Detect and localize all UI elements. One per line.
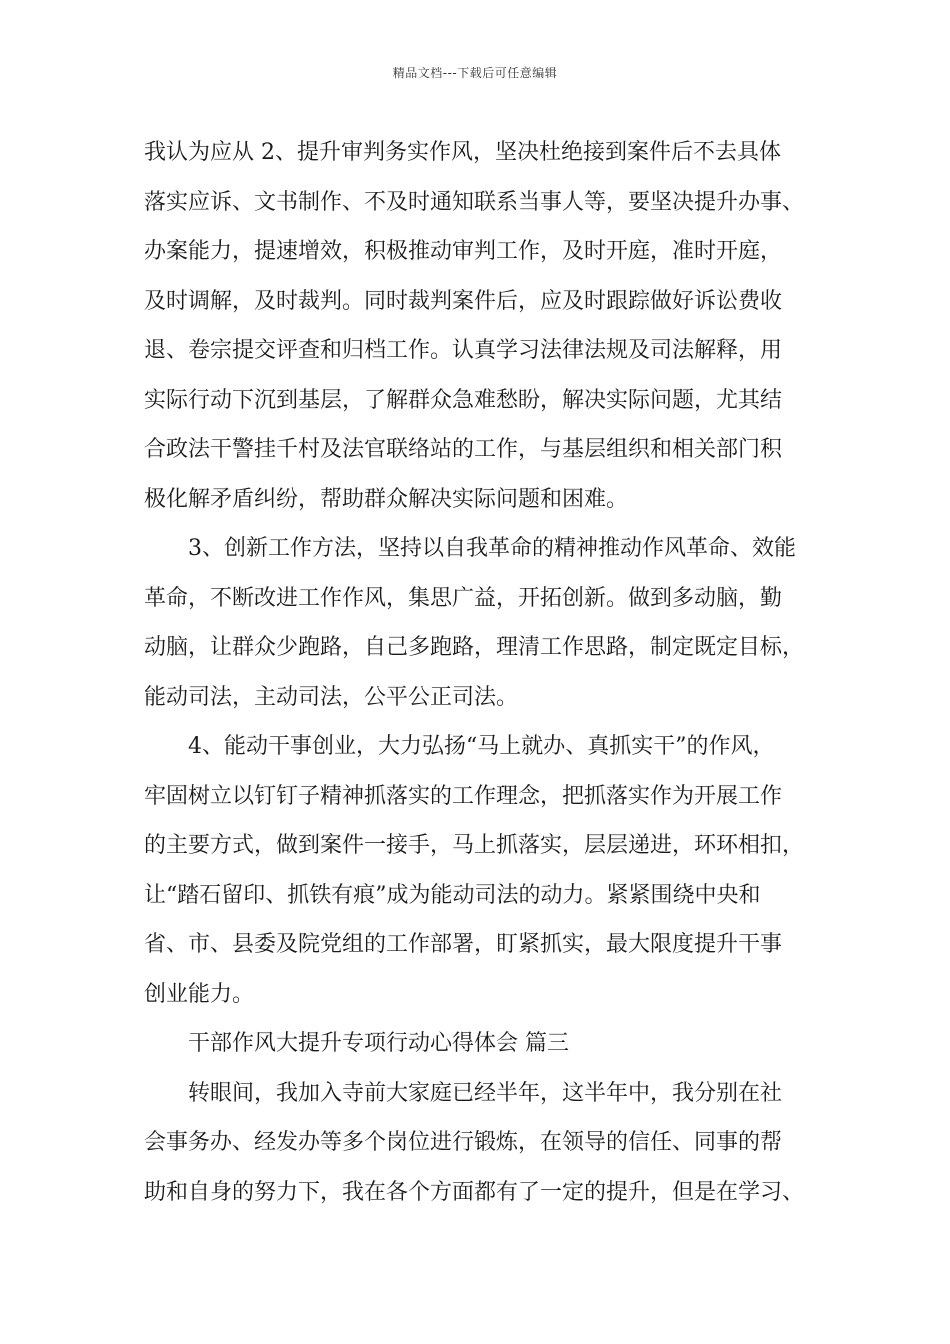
text-line: 退、卷宗提交评查和归档工作。认真学习法律法规及司法解释，用 [144,338,783,363]
text-line: 落实应诉、文书制作、不及时通知联系当事人等，要坚决提升办事、 [144,189,805,215]
text-line: 的主要方式，做到案件一接手，马上抓落实，层层递进，环环相扣， [144,833,805,858]
text-line: 3、创新工作方法，坚持以自我革命的精神推动作风革命、效能 [188,536,796,561]
document-body [144,128,824,1217]
text-line: 创业能力。 [144,981,255,1007]
text-line: 办案能力，提速增效，积极推动审判工作，及时开庭，准时开庭， [144,239,783,264]
text-line: 转眼间，我加入寺前大家庭已经半年，这半年中，我分别在社 [188,1080,783,1106]
text-line: 4、能动干事创业，大力弘扬“马上就办、真抓实干”的作风， [188,734,775,759]
text-line: 牢固树立以钉钉子精神抓落实的工作理念，把抓落实作为开展工作 [144,783,783,809]
text-line: 及时调解，及时裁判。同时裁判案件后，应及时跟踪做好诉讼费收 [144,288,783,314]
text-line: 极化解矛盾纠纷，帮助群众解决实际问题和困难。 [144,486,629,512]
text-line: 实际行动下沉到基层，了解群众急难愁盼，解决实际问题，尤其结 [144,387,783,413]
page-header: 精品文档---下载后可任意编辑 [392,66,558,80]
text-line: 能动司法，主动司法，公平公正司法。 [144,684,519,710]
text-line: 省、市、县委及院党组的工作部署，盯紧抓实，最大限度提升干事 [144,932,783,957]
text-line: 助和自身的努力下，我在各个方面都有了一定的提升，但是在学习、 [144,1179,805,1205]
text-line: 动脑，让群众少跑路，自己多跑路，理清工作思路，制定既定目标， [144,635,805,660]
text-line: 会事务办、经发办等多个岗位进行锻炼，在领导的信任、同事的帮 [144,1130,783,1155]
section-heading: 干部作风大提升专项行动心得体会 篇三 [188,1031,569,1056]
text-line: 让“踏石留印、抓铁有痕”成为能动司法的动力。紧紧围绕中央和 [144,882,761,908]
text-line: 合政法干警挂千村及法官联络站的工作，与基层组织和相关部门积 [144,437,783,462]
text-line: 我认为应从 2、提升审判务实作风，坚决杜绝接到案件后不去具体 [144,140,781,165]
text-line: 革命，不断改进工作作风，集思广益，开拓创新。做到多动脑，勤 [144,585,783,611]
